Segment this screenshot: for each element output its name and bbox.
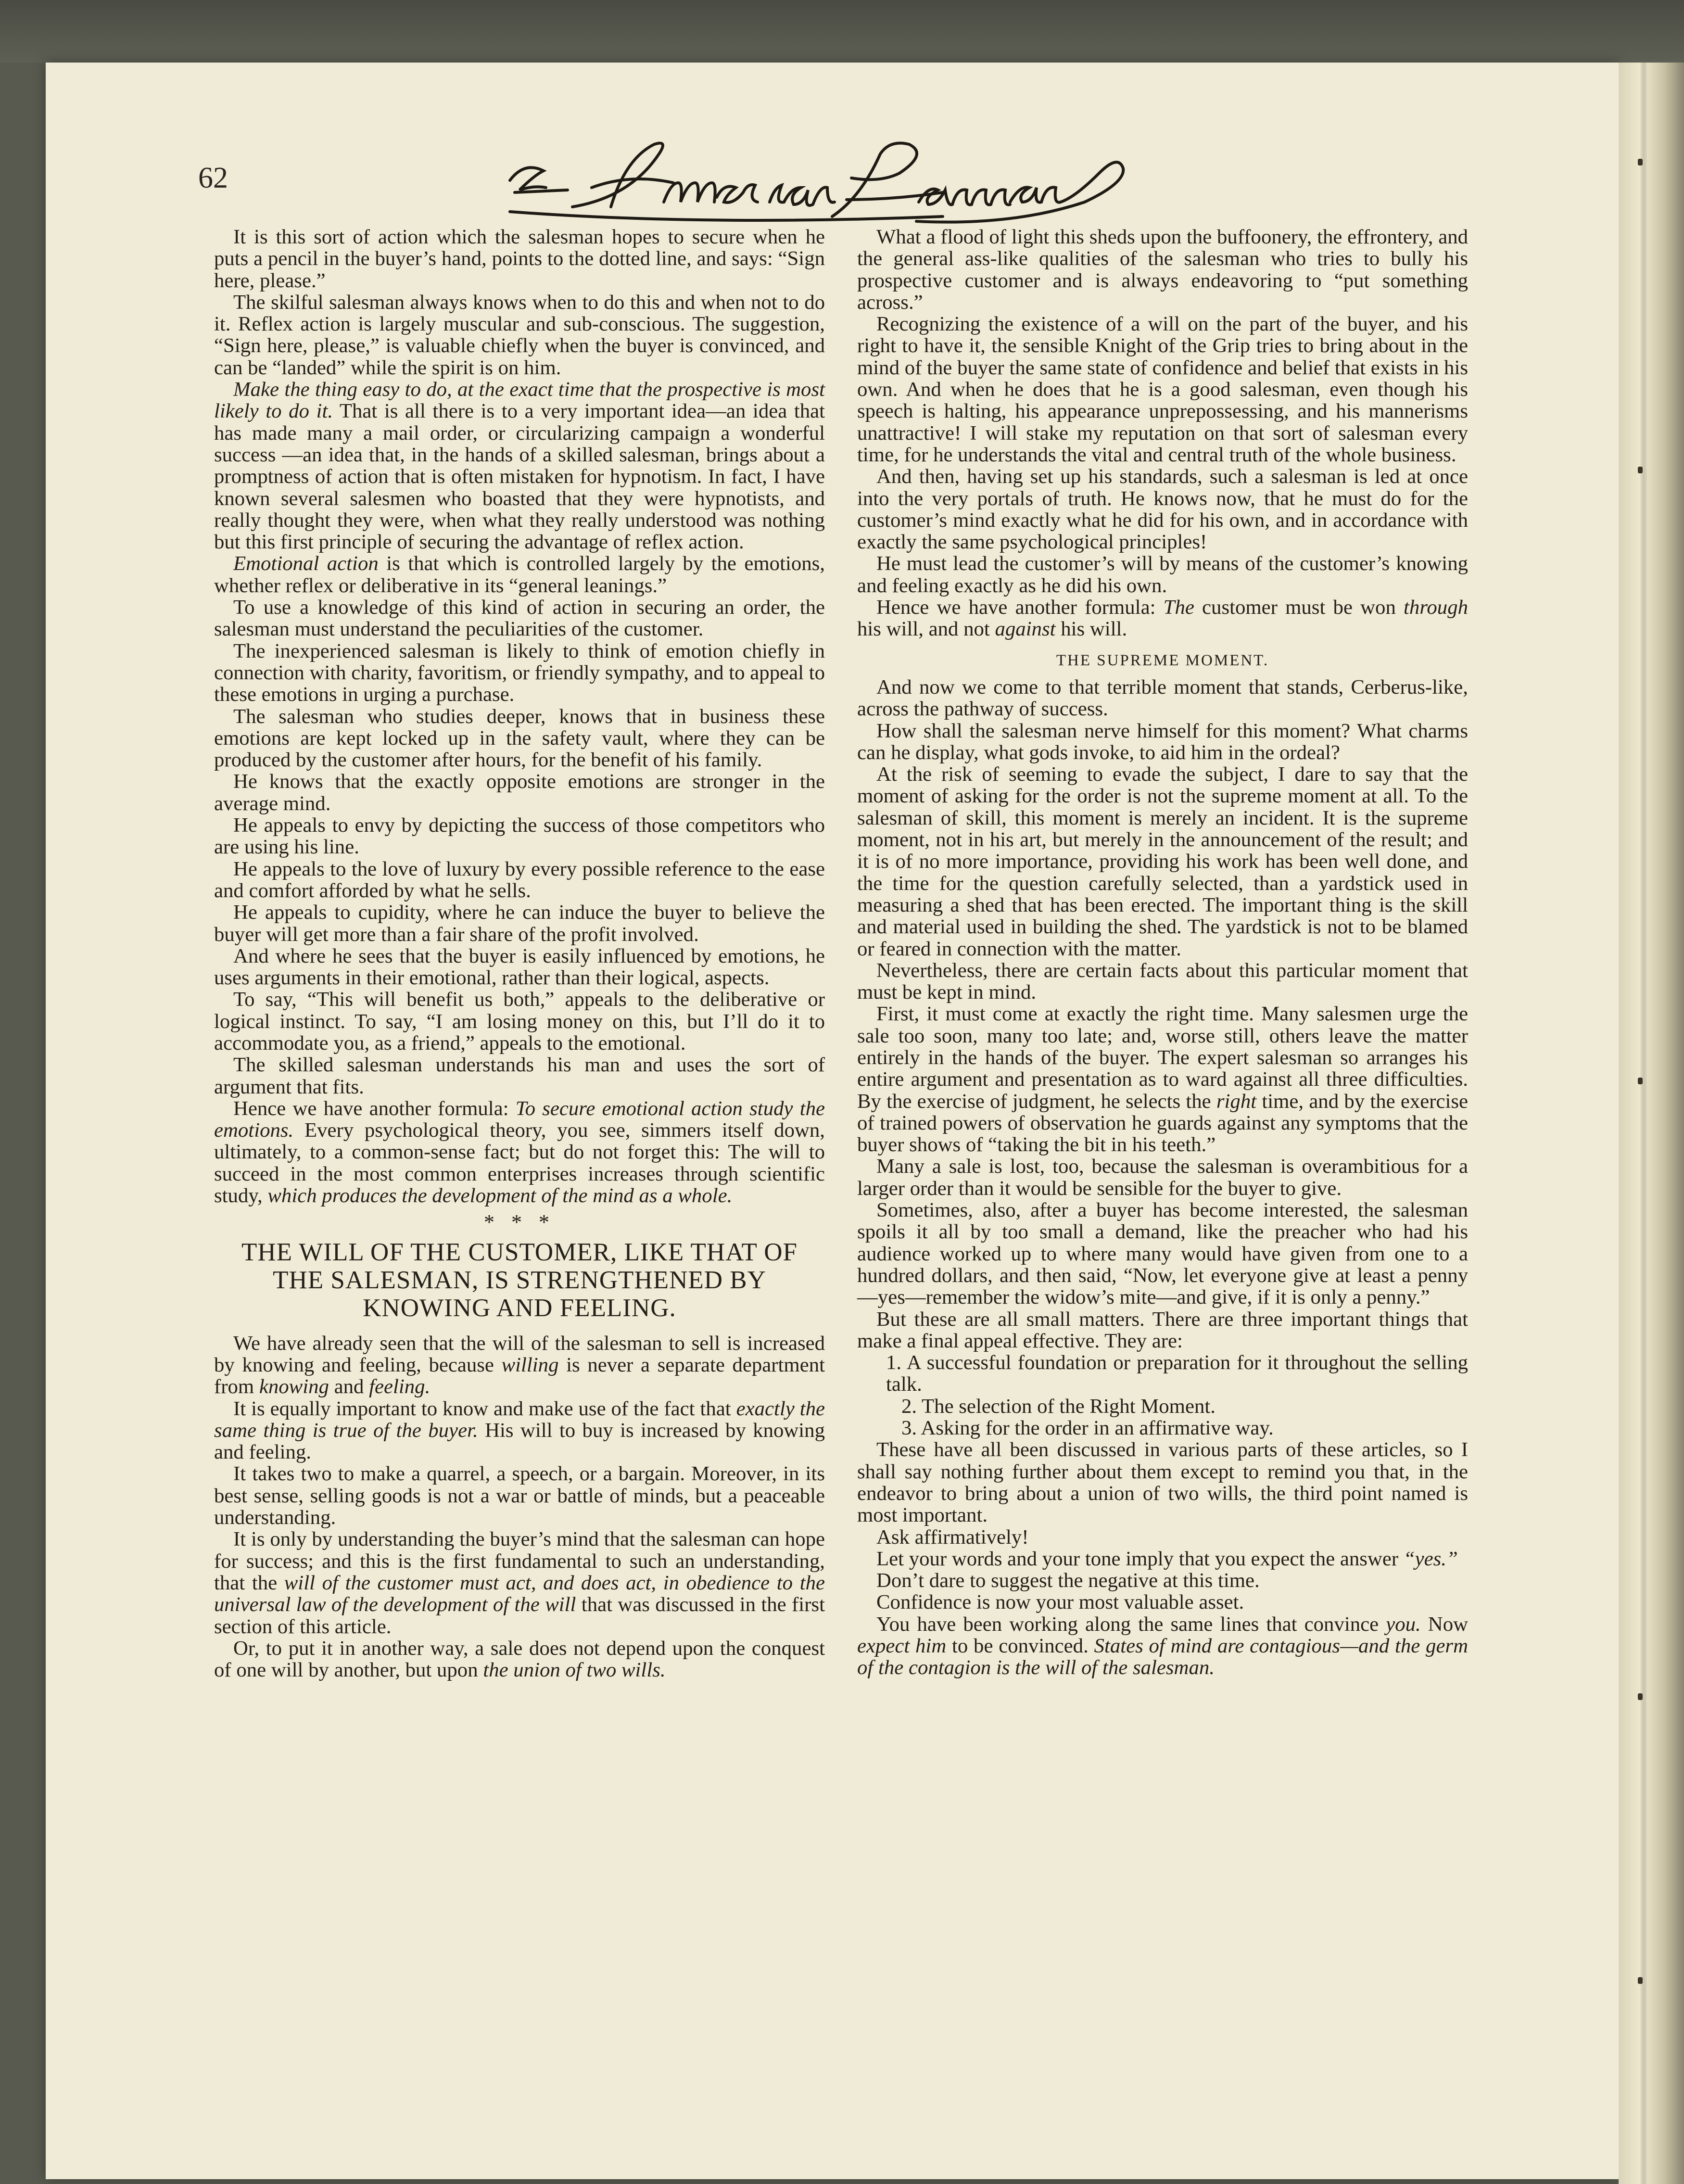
- paragraph: What a flood of light this sheds upon the buffoonery, the effrontery, and the general ass-like qualities of the salesman who tries to bully his prospective customer and is always endeavoring to “put something across.”: [857, 226, 1468, 314]
- paragraph: [214, 1333, 825, 1398]
- text: is that which is controlled largely by the emotions, whether reflex or deliberative in its “general leanings.”: [214, 552, 825, 597]
- paragraph: Sometimes, also, after a buyer has become interested, the salesman spoils it all by too small a demand, like the preacher who had his audience worked up to where many would have given from one to a hundred dollars, and then said, “Now, let everyone give at least a penny—yes—remember the widow’s mite—and give, if it is only a penny.”: [857, 1199, 1468, 1309]
- emphasis: which produces the development of the mind as a whole.: [267, 1184, 733, 1207]
- paragraph: [857, 597, 1468, 640]
- paragraph: But these are all small matters. There are three important things that make a final appeal effective. They are:: [857, 1308, 1468, 1352]
- page-binding-edge: [1619, 63, 1684, 2184]
- emphasis: will of the customer must act, and does act, in obedience to the universal law of the development of the will: [214, 1571, 825, 1616]
- text: Now: [1420, 1613, 1468, 1636]
- text: Let your words and your tone imply that you expect the answer: [876, 1547, 1404, 1570]
- text: Or, to put it in another way, a sale does not depend upon the conquest of one will by another, but upon: [214, 1637, 825, 1682]
- text: Hence we have another formula:: [233, 1097, 516, 1120]
- text: It is only by understanding the buyer’s mind that the salesman can hope for success; and this is the first fundamental to such an understanding, that the: [214, 1528, 825, 1594]
- paragraph: And now we come to that terrible moment that stands, Cerberus-like, across the pathway of success.: [857, 675, 1468, 721]
- paragraph: These have all been discussed in various parts of these articles, so I shall say nothing further about them except to remind you that, in the endeavor to bring about a union of two wills, the third point named is most important.: [857, 1438, 1468, 1527]
- paragraph: The inexperienced salesman is likely to think of emotion chiefly in connection with charity, favoritism, or friendly sympathy, and to appeal to these emotions in urging a purchase.: [214, 639, 825, 706]
- right-column: [857, 226, 1468, 1679]
- paragraph: The skilled salesman understands his man and uses the sort of argument that fits.: [214, 1054, 825, 1098]
- paragraph: Don’t dare to suggest the negative at this time.: [876, 1569, 1260, 1592]
- paragraph: [214, 379, 825, 553]
- paragraph: To say, “This will benefit us both,” appeals to the deliberative or logical instinct. To say, “I am losing money on this, but I’ll do it to accommodate you, as a friend,” appeals to the emotional.: [214, 988, 825, 1054]
- text: is never a separate department from: [214, 1353, 825, 1398]
- paragraph: At the risk of seeming to evade the subject, I dare to say that the moment of asking for the order is not the supreme moment at all. To the salesman of skill, this moment is merely an incident. It is the supreme moment, not in his art, but merely in the announcement of the result; and it is of no more importance, providing his work has been well done, and the time for the question carefully selected, than a yardstick used in measuring a shed that has been erected. The important thing is the skill and material used in building the shed. The yardstick is not to be blamed or feared in connection with the matter.: [857, 763, 1468, 960]
- paragraph: Many a sale is lost, too, because the salesman is overambitious for a larger order than it would be sensible for the buyer to give.: [857, 1155, 1468, 1200]
- paragraph: Recognizing the existence of a will on the part of the buyer, and his right to have it, the sensible Knight of the Grip tries to bring about in the mind of the buyer the same state of confidence and belief that exists in his own. And when he does that he is a good salesman, even though his speech is halting, his appearance unprepossessing, and his mannerisms unattractive! I will stake my reputation on that sort of salesman every time, for he understands the vital and central truth of the whole business.: [857, 313, 1468, 466]
- paragraph: The skilful salesman always knows when to do this and when not to do it. Reflex action is largely muscular and sub-conscious. The suggestion, “Sign here, please,” is valuable chiefly when the buyer is convinced, and can be “landed” while the spirit is on him.: [214, 291, 825, 379]
- paragraph: [857, 1613, 1468, 1679]
- binding-mark: [1638, 1078, 1643, 1084]
- text: That is all there is to a very important idea—an idea that has made many a mail order, or circularizing campaign a wonderful success —an idea that, in the hands of a skilled salesman, brings about a promptness of action that is often mistaken for hypnotism. In fact, I have known several salesmen who boasted that they were hypnotists, and really thought they were, when what they really understood was nothing but this first principle of securing the advantage of reflex action.: [214, 400, 825, 554]
- paragraph: It is this sort of action which the salesman hopes to secure when he puts a pencil in the buyer’s hand, points to the dotted line, and says: “Sign here, please.”: [214, 226, 825, 292]
- emphasis: the union of two wills.: [483, 1659, 666, 1682]
- list-item: 1. A successful foundation or preparation for it throughout the selling talk.: [886, 1351, 1468, 1396]
- paragraph: How shall the salesman nerve himself for this moment? What charms can he display, what gods invoke, to aid him in the ordeal?: [857, 719, 1468, 764]
- paragraph: To use a knowledge of this kind of action in securing an order, the salesman must understand the peculiarities of the customer.: [214, 596, 825, 641]
- binding-mark: [1638, 159, 1643, 165]
- text: First, it must come at exactly the right time. Many salesmen urge the sale too soon, many too late; and, worse still, others leave the matter entirely in the hands of the buyer. The expert salesman so arranges his entire argument and presentation as to ward against all three difficulties. By the exercise of judgment, he selects the: [857, 1003, 1468, 1113]
- paragraph: The salesman who studies deeper, knows that in business these emotions are kept locked up in the safety vault, where they can be produced by the customer after hours, for the benefit of his family.: [214, 705, 825, 772]
- paragraph: [857, 1003, 1468, 1155]
- emphasis: States of mind are contagious—and the germ of the contagion is the will of the salesman.: [857, 1635, 1468, 1679]
- text: time, and by the exercise of trained powers of observation he guards against any symptoms that the buyer shows of “taking the bit in his teeth.”: [857, 1090, 1469, 1156]
- text: Every psychological theory, you see, simmers itself down, ultimately, to a common-sense fact; but do not forget this: The will to succeed in the most common enterprises increases through scientific study,: [214, 1119, 825, 1207]
- paragraph: He appeals to cupidity, where he can induce the buyer to believe the buyer will get more than a fair share of the profit involved.: [214, 901, 825, 946]
- page-number: 62: [198, 162, 228, 194]
- emphasis: against: [995, 618, 1056, 641]
- emphasis: The: [1163, 596, 1194, 619]
- paragraph: Nevertheless, there are certain facts about this particular moment that must be kept in mind.: [857, 959, 1468, 1004]
- binding-mark: [1638, 1977, 1643, 1984]
- list-item: 2. The selection of the Right Moment.: [901, 1395, 1216, 1418]
- binding-mark: [1638, 467, 1643, 473]
- section-separator: * * *: [484, 1210, 555, 1234]
- emphasis: To secure emotional action study the emotions.: [214, 1097, 825, 1142]
- left-column: [214, 226, 825, 1681]
- emphasis: willing: [501, 1353, 559, 1376]
- text: It is equally important to know and make use of the fact that: [233, 1397, 736, 1420]
- text: We have already seen that the will of the salesman to sell is increased by knowing and feeling, because: [214, 1332, 825, 1376]
- paragraph: [214, 1638, 825, 1681]
- paragraph: [214, 1398, 825, 1463]
- binding-mark: [1638, 1693, 1643, 1700]
- emphasis: through: [1404, 596, 1468, 619]
- text: his will.: [1055, 618, 1127, 641]
- list-item: 3. Asking for the order in an affirmative way.: [901, 1417, 1274, 1440]
- section-heading: THE WILL OF THE CUSTOMER, LIKE THAT OF THE SALESMAN, IS STRENGTHENED BY KNOWING AND FEELING.: [241, 1238, 798, 1322]
- paragraph: It takes two to make a quarrel, a speech, or a bargain. Moreover, in its best sense, selling goods is not a war or battle of minds, but a peaceable understanding.: [214, 1462, 825, 1529]
- emphasis: exactly the same thing is true of the buyer.: [214, 1397, 825, 1442]
- emphasis: “yes.”: [1403, 1547, 1458, 1570]
- subheading: THE SUPREME MOMENT.: [1056, 651, 1269, 669]
- emphasis: you.: [1386, 1613, 1421, 1636]
- emphasis: feeling.: [369, 1375, 430, 1398]
- emphasis: expect him: [857, 1635, 947, 1657]
- emphasis: right: [1216, 1090, 1257, 1113]
- paragraph: And then, having set up his standards, such a salesman is led at once into the very portals of truth. He knows now, that he must do for the customer’s mind exactly what he did for his own, and in accordance with exactly the same psychological principles!: [857, 465, 1468, 554]
- text: that was discussed in the first section of this article.: [214, 1593, 825, 1638]
- paragraph: He must lead the customer’s will by means of the customer’s knowing and feeling exactly as he did his own.: [857, 552, 1468, 597]
- text: and: [329, 1375, 369, 1398]
- scan-background: [0, 0, 1684, 63]
- paragraph: [214, 1528, 825, 1637]
- paragraph: Ask affirmatively!: [876, 1525, 1029, 1549]
- emphasis: knowing: [259, 1375, 329, 1398]
- paragraph: [857, 1548, 1468, 1570]
- emphasis: Emotional action: [233, 552, 379, 575]
- emphasis: Make the thing easy to do, at the exact time that the prospective is most likely to do it.: [214, 378, 825, 423]
- paragraph: He knows that the exactly opposite emotions are stronger in the average mind.: [214, 770, 825, 815]
- paragraph: And where he sees that the buyer is easily influenced by emotions, he uses arguments in their emotional, rather than their logical, aspects.: [214, 944, 825, 990]
- masthead-logo: [500, 135, 1164, 226]
- text: his will, and not: [857, 618, 995, 641]
- paragraph: [214, 1098, 825, 1206]
- text: Hence we have another formula:: [876, 596, 1164, 619]
- paragraph: [214, 553, 825, 597]
- paragraph: He appeals to envy by depicting the success of those competitors who are using his line.: [214, 814, 825, 859]
- text: His will to buy is increased by knowing and feeling.: [214, 1419, 825, 1464]
- text: to be convinced.: [946, 1635, 1094, 1657]
- text: customer must be won: [1194, 596, 1404, 619]
- paragraph: He appeals to the love of luxury by every possible reference to the ease and comfort afforded by what he sells.: [214, 857, 825, 902]
- paragraph: Confidence is now your most valuable asset.: [876, 1591, 1244, 1614]
- text: You have been working along the same lines that convince: [876, 1613, 1386, 1636]
- masthead-text: [500, 135, 1164, 226]
